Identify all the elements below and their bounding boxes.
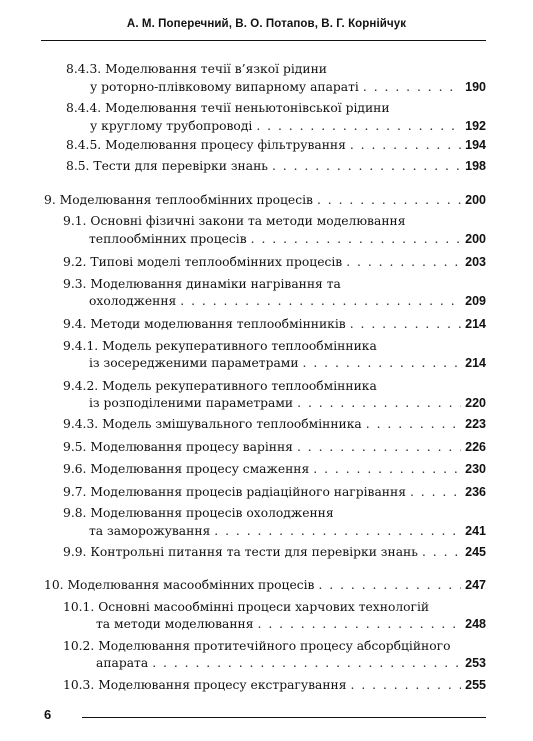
dot-leader (410, 483, 461, 501)
toc-entry-title: у роторно-плівковому випарному апараті (90, 80, 359, 94)
toc-entry (63, 438, 486, 456)
toc-entry-title: 9.1. Основні фізичні закони та методи моделювання (63, 214, 406, 228)
toc-page-number: 214 (465, 317, 486, 331)
toc-entry-title: 8.4.5. Моделювання процесу фільтрування (66, 138, 346, 152)
toc-entry-title: 10.2. Моделювання протитечійного процесу абсорбційного (63, 639, 451, 653)
toc-entry (89, 230, 486, 248)
toc-entry-title: та методи моделювання (96, 617, 254, 631)
toc-chapter-entry (44, 191, 486, 209)
toc-entry (89, 292, 486, 310)
toc-entry (89, 522, 486, 540)
toc-entry-title: 10.3. Моделювання процесу екстрагування (63, 678, 347, 692)
dot-leader (351, 676, 462, 694)
toc-entry-title: із розподіленими параметрами (89, 396, 294, 410)
toc-page-number: 247 (465, 578, 486, 592)
toc-page-number: 230 (465, 462, 486, 476)
toc-page-number: 223 (465, 417, 486, 431)
toc-page-number: 245 (465, 545, 486, 559)
toc-entry (96, 654, 486, 672)
toc-entry-title: 9.5. Моделювання процесу варіння (63, 440, 293, 454)
toc-page-number: 200 (465, 232, 486, 246)
toc-entry (63, 415, 486, 433)
dot-leader (180, 292, 461, 310)
toc-entry (63, 460, 486, 478)
toc-entry-title: 9.4. Методи моделювання теплообмінників (63, 317, 346, 331)
toc-entry-title: 9.2. Типові моделі теплообмінних процесів (63, 255, 343, 269)
dot-leader (272, 157, 461, 175)
dot-leader (256, 117, 461, 135)
toc-page-number: 214 (465, 356, 486, 370)
toc-page-number: 248 (465, 617, 486, 631)
toc-entry-title: 8.5. Тести для перевірки знань (66, 159, 268, 173)
toc-entry-title: 9.6. Моделювання процесу смаження (63, 462, 310, 476)
toc-entry (63, 253, 486, 271)
toc-entry (63, 483, 486, 501)
toc-page-number: 194 (465, 138, 486, 152)
toc-entry-title: теплообмінних процесів (89, 232, 247, 246)
dot-leader (297, 438, 461, 456)
toc-entry-title: у круглому трубопроводі (90, 119, 253, 133)
toc-chapter-entry (44, 576, 486, 594)
toc-entry-title: 9.4.3. Модель змішувального теплообмінника (63, 417, 362, 431)
toc-page-number: 236 (465, 485, 486, 499)
header-authors: А. М. Поперечний, В. О. Потапов, В. Г. Корнійчук (126, 18, 407, 30)
dot-leader (317, 191, 461, 209)
toc-entry-title: 9.8. Моделювання процесів охолодження (63, 506, 334, 520)
toc-entry (96, 615, 486, 633)
toc-entry-title: 9.3. Моделювання динаміки нагрівання та (63, 277, 341, 291)
dot-leader (346, 253, 461, 271)
toc-chapter-title: 9. Моделювання теплообмінних процесів (44, 193, 313, 207)
toc-page-number: 241 (465, 524, 486, 538)
toc-page-number: 192 (465, 119, 486, 133)
dot-leader (152, 654, 461, 672)
dot-leader (350, 315, 461, 333)
dot-leader (297, 394, 461, 412)
dot-leader (350, 136, 461, 154)
dot-leader (303, 354, 462, 372)
toc-entry (90, 78, 486, 96)
dot-leader (422, 543, 461, 561)
dot-leader (363, 78, 461, 96)
toc-entry-title: 9.4.1. Модель рекуперативного теплообмінника (63, 339, 377, 353)
toc-page-number: 220 (465, 396, 486, 410)
toc-entry-title: 9.7. Моделювання процесів радіаційного нагрівання (63, 485, 406, 499)
toc-entry (89, 354, 486, 372)
toc-chapter-title: 10. Моделювання масообмінних процесів (44, 578, 315, 592)
toc-entry-title: 10.1. Основні масообмінні процеси харчових технологій (63, 600, 430, 614)
dot-leader (318, 576, 461, 594)
toc-entry-title: та заморожування (89, 524, 211, 538)
footer-rule (82, 717, 486, 718)
toc-entry (63, 676, 486, 694)
toc-entry-title: 8.4.4. Моделювання течії неньютонівської рідини (66, 101, 390, 115)
toc-entry-title: апарата (96, 656, 149, 670)
toc-entry (66, 157, 486, 175)
toc-page-number: 255 (465, 678, 486, 692)
toc-entry-title: охолодження (89, 294, 177, 308)
toc-page-number: 226 (465, 440, 486, 454)
toc-entry (90, 117, 486, 135)
toc-page-number: 198 (465, 159, 486, 173)
toc-entry-title: 8.4.3. Моделювання течії в’язкої рідини (66, 62, 327, 76)
dot-leader (258, 615, 462, 633)
toc-page-number: 200 (465, 193, 486, 207)
dot-leader (313, 460, 461, 478)
toc-entry-title: 9.4.2. Модель рекуперативного теплообмінника (63, 379, 377, 393)
toc-entry (63, 543, 486, 561)
toc-page-number: 190 (465, 80, 486, 94)
toc-entry (63, 315, 486, 333)
header-rule (41, 40, 486, 41)
toc-page-number: 253 (465, 656, 486, 670)
toc-page-number: 209 (465, 294, 486, 308)
toc-entry (89, 394, 486, 412)
toc-page-number: 203 (465, 255, 486, 269)
toc-entry (66, 136, 486, 154)
toc-entry-title: 9.9. Контрольні питання та тести для перевірки знань (63, 545, 418, 559)
dot-leader (366, 415, 461, 433)
dot-leader (251, 230, 462, 248)
toc-entry-title: із зосередженими параметрами (89, 356, 299, 370)
dot-leader (214, 522, 461, 540)
page-number: 6 (44, 707, 52, 722)
